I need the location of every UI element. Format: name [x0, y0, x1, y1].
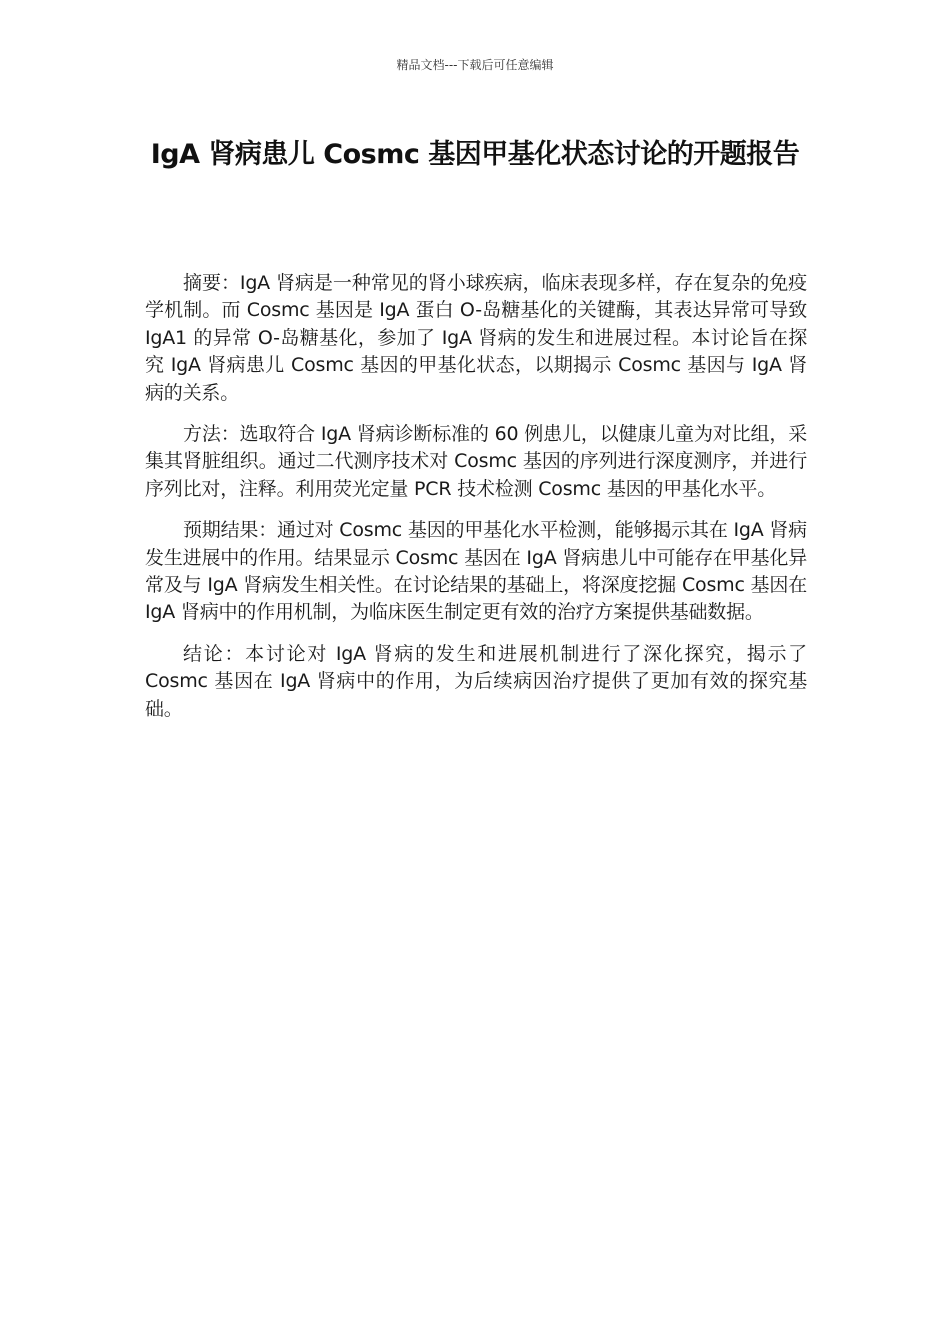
- methods-paragraph: 方法：选取符合 IgA 肾病诊断标准的 60 例患儿，以健康儿童为对比组，采集其肾脏组织。通过二代测序技术对 Cosmc 基因的序列进行深度测序，并进行序列比对，注释。利用荧光定量 PCR 技术检测 Cosmc 基因的甲基化水平。: [145, 423, 807, 500]
- expected-results-paragraph: 预期结果：通过对 Cosmc 基因的甲基化水平检测，能够揭示其在 IgA 肾病发生进展中的作用。结果显示 Cosmc 基因在 IgA 肾病患儿中可能存在甲基化异常及与 IgA 肾病发生相关性。在讨论结果的基础上，将深度挖掘 Cosmc 基因在 IgA 肾病中的作用机制，为临床医生制定更有效的治疗方案提供基础数据。: [145, 519, 807, 624]
- document-body: [145, 270, 807, 737]
- conclusion-paragraph: 结论：本讨论对 IgA 肾病的发生和进展机制进行了深化探究，揭示了 Cosmc 基因在 IgA 肾病中的作用，为后续病因治疗提供了更加有效的探究基础。: [145, 642, 807, 720]
- abstract-paragraph: 摘要：IgA 肾病是一种常见的肾小球疾病，临床表现多样，存在复杂的免疫学机制。而 Cosmc 基因是 IgA 蛋白 O-岛糖基化的关键酶，其表达异常可导致 IgA1 的异常 O-岛糖基化，参加了 IgA 肾病的发生和进展过程。本讨论旨在探究 IgA 肾病患儿 Cosmc 基因的甲基化状态，以期揭示 Cosmc 基因与 IgA 肾病的关系。: [145, 272, 807, 404]
- page-header: 精品文档---下载后可任意编辑: [396, 58, 554, 72]
- document-title: IgA 肾病患儿 Cosmc 基因甲基化状态讨论的开题报告: [150, 139, 800, 170]
